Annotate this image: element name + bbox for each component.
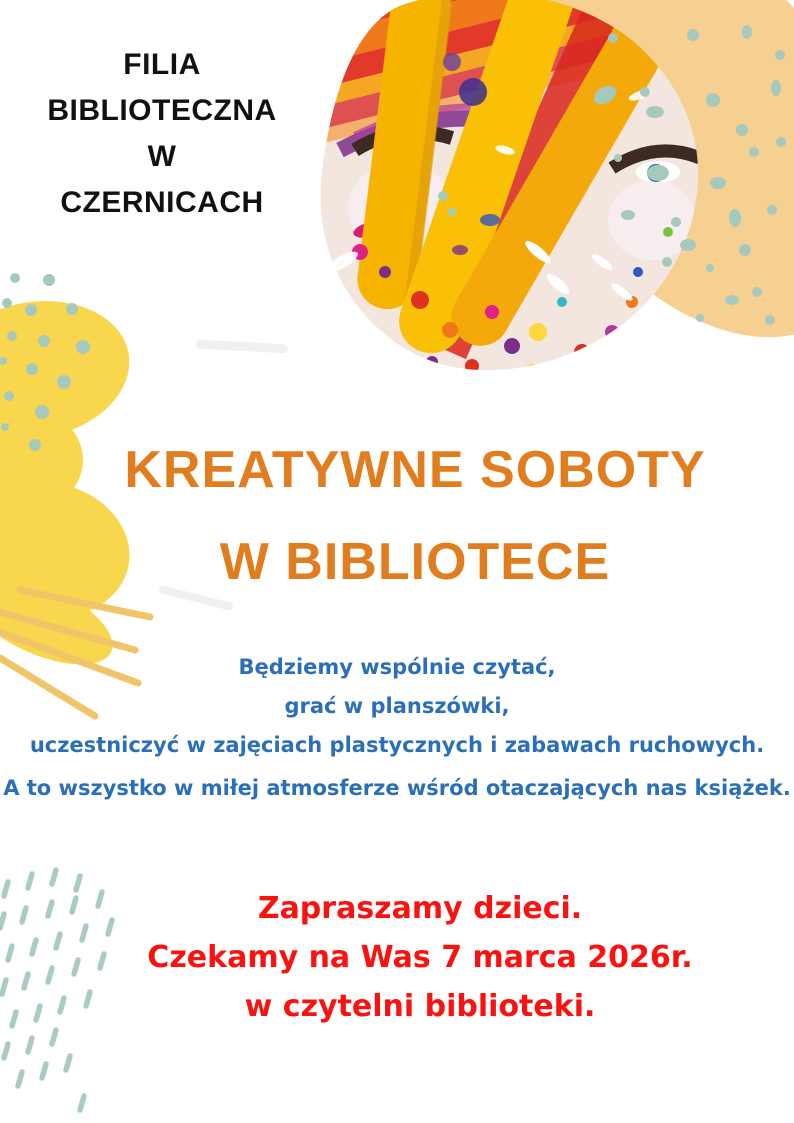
org-line: FILIA [123,48,201,81]
org-line: CZERNICACH [60,186,264,219]
invitation-line: Czekamy na Was 7 marca 2026r. [147,940,693,975]
hero-face-paint-illustration [300,0,794,400]
invitation-line: Zapraszamy dzieci. [257,891,583,926]
description-line: grać w planszówki, [284,694,510,718]
event-title-line: W BIBLIOTECE [219,533,611,591]
event-title [36,424,794,608]
event-description [0,648,794,808]
org-line: W [147,140,177,173]
event-title-line: KREATYWNE SOBOTY [124,441,706,499]
description-line: A to wszystko w miłej atmosferze wśród otaczających nas książek. [3,776,791,800]
description-line: uczestniczyć w zajęciach plastycznych i zabawach ruchowych. [29,733,765,757]
event-invitation [46,884,794,1031]
invitation-line: w czytelni biblioteki. [244,989,596,1024]
organisation-name [22,42,302,226]
description-line: Będziemy wspólnie czytać, [238,655,556,679]
org-line: BIBLIOTECZNA [47,94,277,127]
